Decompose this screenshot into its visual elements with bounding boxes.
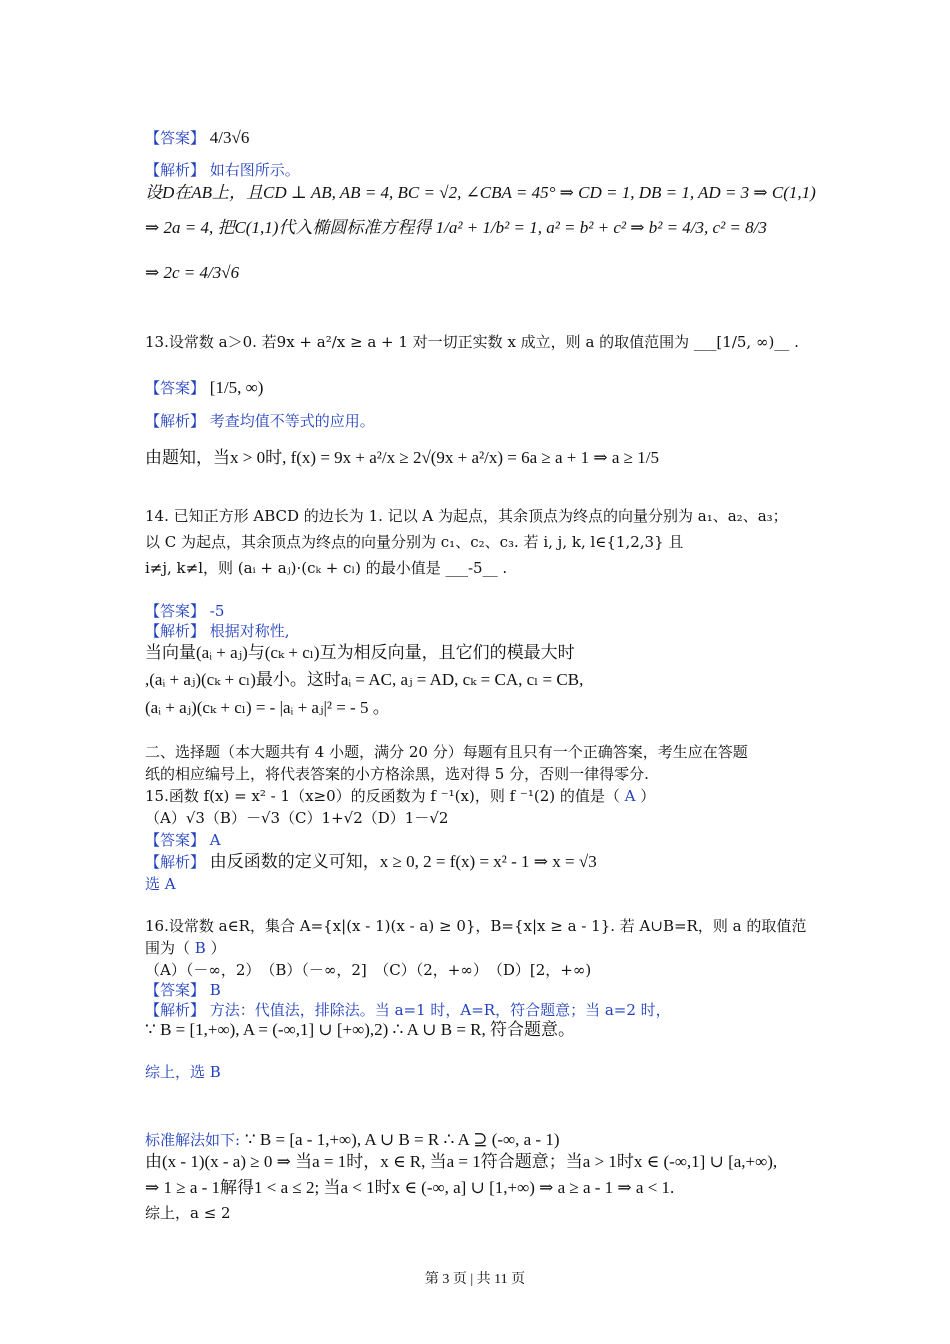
q14-stem3: i≠j, k≠l，则 (aᵢ + aⱼ)·(cₖ + cₗ) 的最小值是 ___-5__ . (145, 559, 508, 577)
analysis-label: 【解析】 (145, 622, 206, 640)
q16-stem1: 16.设常数 a∈R，集合 A={x|(x - 1)(x - a) ≥ 0}，B={x|x ≥ a - 1}. 若 A∪B=R，则 a 的取值范 (145, 917, 807, 935)
q13-answer-value: [1/5, ∞) (209, 378, 264, 397)
q13-line1: 由题知，当x > 0时, f(x) = 9x + a²/x ≥ 2√(9x + a²/x) = 6a ≥ a + 1 ⇒ a ≥ 1/5 (145, 448, 659, 467)
q15-analysis-text: 由反函数的定义可知，x ≥ 0, 2 = f(x) = x² - 1 ⇒ x = √3 (209, 852, 597, 871)
q15-stem-end: ） (640, 787, 656, 805)
section2-line1: 二、选择题（本大题共有 4 小题，满分 20 分）每题有且只有一个正确答案，考生应在答题 (145, 743, 748, 761)
analysis-label: 【解析】 (145, 412, 206, 430)
q13-stem: 13.设常数 a＞0. 若9x + a²/x ≥ a + 1 对一切正实数 x 成立，则 a 的取值范围为 ___[1/5, ∞)__ . (145, 333, 799, 351)
q16-stem-answer: B (194, 939, 206, 957)
q16-analysis-text: 方法：代值法，排除法。当 a=1 时，A=R，符合题意；当 a=2 时， (209, 1001, 671, 1019)
q14-answer-value: -5 (209, 602, 225, 620)
q12-answer-line (145, 128, 249, 148)
page-footer: 第 3 页 | 共 11 页 (424, 1272, 526, 1287)
q13-answer-line (145, 378, 263, 398)
q16-answer-line (145, 980, 221, 1000)
analysis-label: 【解析】 (145, 1001, 206, 1019)
analysis-label: 【解析】 (145, 161, 206, 179)
answer-label: 【答案】 (145, 831, 206, 849)
q16-stem2-text: 围为（ (145, 939, 191, 957)
q12-line2: ⇒ 2a = 4, 把C(1,1)代入椭圆标准方程得 1/a² + 1/b² = 1, a² = b² + c² ⇒ b² = 4/3, c² = 8/3 (145, 218, 767, 237)
q16-conclusion: 综上，选 B (145, 1063, 221, 1081)
q14-answer-line (145, 601, 224, 621)
q15-stem-answer: A (624, 787, 636, 805)
q14-line2: ,(aᵢ + aⱼ)(cₖ + cₗ)最小。这时aᵢ = AC, aⱼ = AD, cₖ = CA, cₗ = CB, (145, 670, 584, 689)
q14-line1: 当向量(aᵢ + aⱼ)与(cₖ + cₗ)互为相反向量，且它们的模最大时 (145, 643, 575, 662)
q13-analysis-line (145, 411, 375, 431)
q12-analysis-line (145, 160, 300, 180)
q15-analysis-line (145, 852, 597, 872)
q16-std3: ⇒ 1 ≥ a - 1解得1 < a ≤ 2; 当a < 1时x ∈ (-∞, a] ∪ [1,+∞) ⇒ a ≥ a - 1 ⇒ a < 1. (145, 1178, 675, 1197)
q15-conclusion: 选 A (145, 875, 176, 893)
q14-line3: (aᵢ + aⱼ)(cₖ + cₗ) = - |aᵢ + aⱼ|² = - 5 。 (145, 698, 390, 717)
answer-label: 【答案】 (145, 379, 206, 397)
q16-std2: 由(x - 1)(x - a) ≥ 0 ⇒ 当a = 1时，x ∈ R, 当a = 1符合题意；当a > 1时x ∈ (-∞,1] ∪ [a,+∞), (145, 1152, 778, 1171)
q16-std-label: 标准解法如下: (145, 1131, 241, 1149)
q16-answer-value: B (209, 981, 221, 999)
answer-label: 【答案】 (145, 602, 206, 620)
q16-std1: ∵ B = [a - 1,+∞), A ∪ B = R ∴ A ⊇ (-∞, a - 1) (244, 1130, 560, 1149)
analysis-label: 【解析】 (145, 853, 206, 871)
q15-stem-text: 15.函数 f(x) = x² - 1（x≥0）的反函数为 f ⁻¹(x)，则 f ⁻¹(2) 的值是（ (145, 787, 620, 805)
q12-answer-value: 4/3√6 (209, 128, 250, 147)
q16-stem2 (145, 938, 226, 958)
q16-std4: 综上，a ≤ 2 (145, 1204, 231, 1222)
q14-stem2: 以 C 为起点，其余顶点为终点的向量分别为 c₁、c₂、c₃. 若 i, j, k, l∈{1,2,3} 且 (145, 533, 684, 551)
q16-options: （A）（－∞，2） （B）（－∞，2] （C）（2，+∞） （D）[2，+∞) (145, 961, 592, 979)
q12-line1: 设D在AB上，且CD ⊥ AB, AB = 4, BC = √2, ∠CBA = 45° ⇒ CD = 1, DB = 1, AD = 3 ⇒ C(1,1) (145, 183, 816, 202)
q16-stem2-end: ） (210, 939, 226, 957)
q16-std-line1 (145, 1130, 560, 1150)
q15-options: （A）√3（B）－√3（C）1+√2（D）1－√2 (145, 809, 449, 827)
q14-analysis-line (145, 621, 290, 641)
q15-stem (145, 786, 655, 806)
answer-label: 【答案】 (145, 981, 206, 999)
q16-line1: ∵ B = [1,+∞), A = (-∞,1] ∪ [+∞),2) ∴ A ∪ B = R, 符合题意。 (145, 1020, 576, 1039)
q16-analysis-line (145, 1000, 671, 1020)
q13-analysis-text: 考查均值不等式的应用。 (209, 412, 375, 430)
q12-line3: ⇒ 2c = 4/3√6 (145, 263, 240, 282)
q14-stem1: 14. 已知正方形 ABCD 的边长为 1. 记以 A 为起点，其余顶点为终点的向量分别为 a₁、a₂、a₃； (145, 507, 788, 525)
q12-analysis-text: 如右图所示。 (209, 161, 300, 179)
q15-answer-value: A (209, 831, 221, 849)
q14-analysis-text: 根据对称性, (209, 622, 290, 640)
section2-line2: 纸的相应编号上，将代表答案的小方格涂黑，选对得 5 分，否则一律得零分. (145, 765, 649, 783)
answer-label: 【答案】 (145, 129, 206, 147)
q15-answer-line (145, 830, 221, 850)
